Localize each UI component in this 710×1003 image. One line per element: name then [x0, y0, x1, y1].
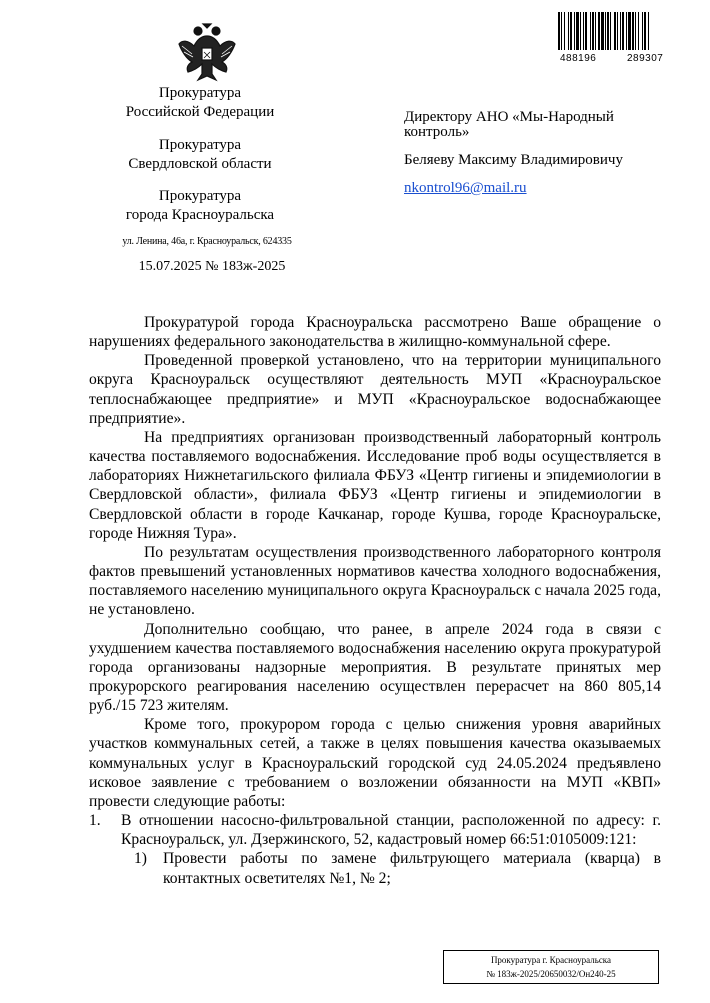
sender-address: ул. Ленина, 46а, г. Красноуральск, 624335 — [122, 236, 292, 247]
paragraph: Дополнительно сообщаю, что ранее, в апреле 2024 года в связи с ухудшением качества поставляемого водоснабжения населению округа прокуратурой города организованы надзорные мероприятия. В результате принятых мер прокурорского реагирования населению осуществлен перерасчет на 860 805,14 руб./15 723 жителям. — [89, 620, 661, 715]
document-date-number: 15.07.2025 № 183ж-2025 — [138, 259, 286, 274]
sender-org-krasnouralsk — [100, 187, 300, 225]
recipient-line: контроль» — [404, 124, 470, 140]
paragraph: Проведенной проверкой установлено, что на территории муниципального округа Красноуральск осуществляют деятельность МУП «Красноуральское теплоснабжающее предприятие» и МУП «Красноуральское водоснабжающее предприятие». — [89, 352, 661, 427]
barcode — [558, 12, 683, 50]
sender-org-russia — [100, 84, 300, 122]
sub-list-item — [89, 849, 661, 887]
sender-org-line: Свердловской области — [128, 156, 272, 172]
list-item — [89, 811, 661, 849]
sender-org-line: города Красноуральска — [125, 207, 275, 223]
recipient-email[interactable]: nkontrol96@mail.ru — [404, 180, 527, 196]
barcode-number-left: 488196 — [560, 53, 597, 64]
recipient-line: Директору АНО «Мы-Народный — [404, 109, 614, 125]
sender-org-line: Прокуратура — [158, 85, 242, 101]
barcode-number-right: 289307 — [627, 53, 664, 64]
paragraph: Кроме того, прокурором города с целью снижения уровня аварийных участков коммунальных сетей, а также в целях повышения качества оказываемых коммунальных услуг в Красноуральский городской суд 24.05.2024 предъявлено исковое заявление с требованием о возложении обязанности на МУП «КВП» провести следующие работы: — [89, 716, 661, 810]
letter-body — [89, 313, 661, 888]
recipient-email-link[interactable] — [404, 181, 664, 196]
sender-org-line: Российской Федерации — [125, 104, 275, 120]
sender-org-sverdlovsk — [100, 136, 300, 174]
paragraph: Прокуратурой города Красноуральска рассмотрено Ваше обращение о нарушениях федерального законодательства в жилищно-коммунальной сфере. — [89, 314, 661, 351]
stamp-line: Прокуратура г. Красноуральска — [490, 955, 612, 965]
list-item-number: 1. — [89, 812, 101, 830]
sub-list-item-number: 1) — [134, 850, 147, 868]
recipient-title — [404, 110, 664, 140]
sender-org-line: Прокуратура — [158, 188, 242, 204]
recipient-name: Беляеву Максиму Владимировичу — [404, 152, 623, 168]
stamp-line: № 183ж-2025/20650032/Он240-25 — [486, 969, 616, 979]
list-item-text: В отношении насосно-фильтровальной станции, расположенной по адресу: г. Красноуральск, ул. Дзержинского, 52, кадастровый номер 66:51:0105009:121: — [121, 812, 661, 849]
coat-of-arms-emblem-icon — [176, 22, 238, 86]
registration-stamp — [443, 950, 659, 984]
paragraph: На предприятиях организован производственный лабораторный контроль качества поставляемого водоснабжения. Исследование проб воды осуществляется в лабораториях Нижнетагильского филиала ФБУЗ «Центр гигиены и эпидемиологии в Свердловской области», филиала ФБУЗ «Центр гигиены и эпидемиологии в Свердловской области в городе Качканар, городе Кушва, городе Красноуральске, городе Нижняя Тура». — [89, 428, 661, 542]
sender-org-line: Прокуратура — [158, 137, 242, 153]
sub-list-item-text: Провести работы по замене фильтрующего материала (кварца) в контактных осветителях №1, № 2; — [163, 850, 661, 887]
paragraph: По результатам осуществления производственного лабораторного контроля фактов превышений установленных нормативов качества холодного водоснабжения, поставляемого населению муниципального округа Красноуральск с начала 2025 года, не установлено. — [89, 543, 661, 619]
